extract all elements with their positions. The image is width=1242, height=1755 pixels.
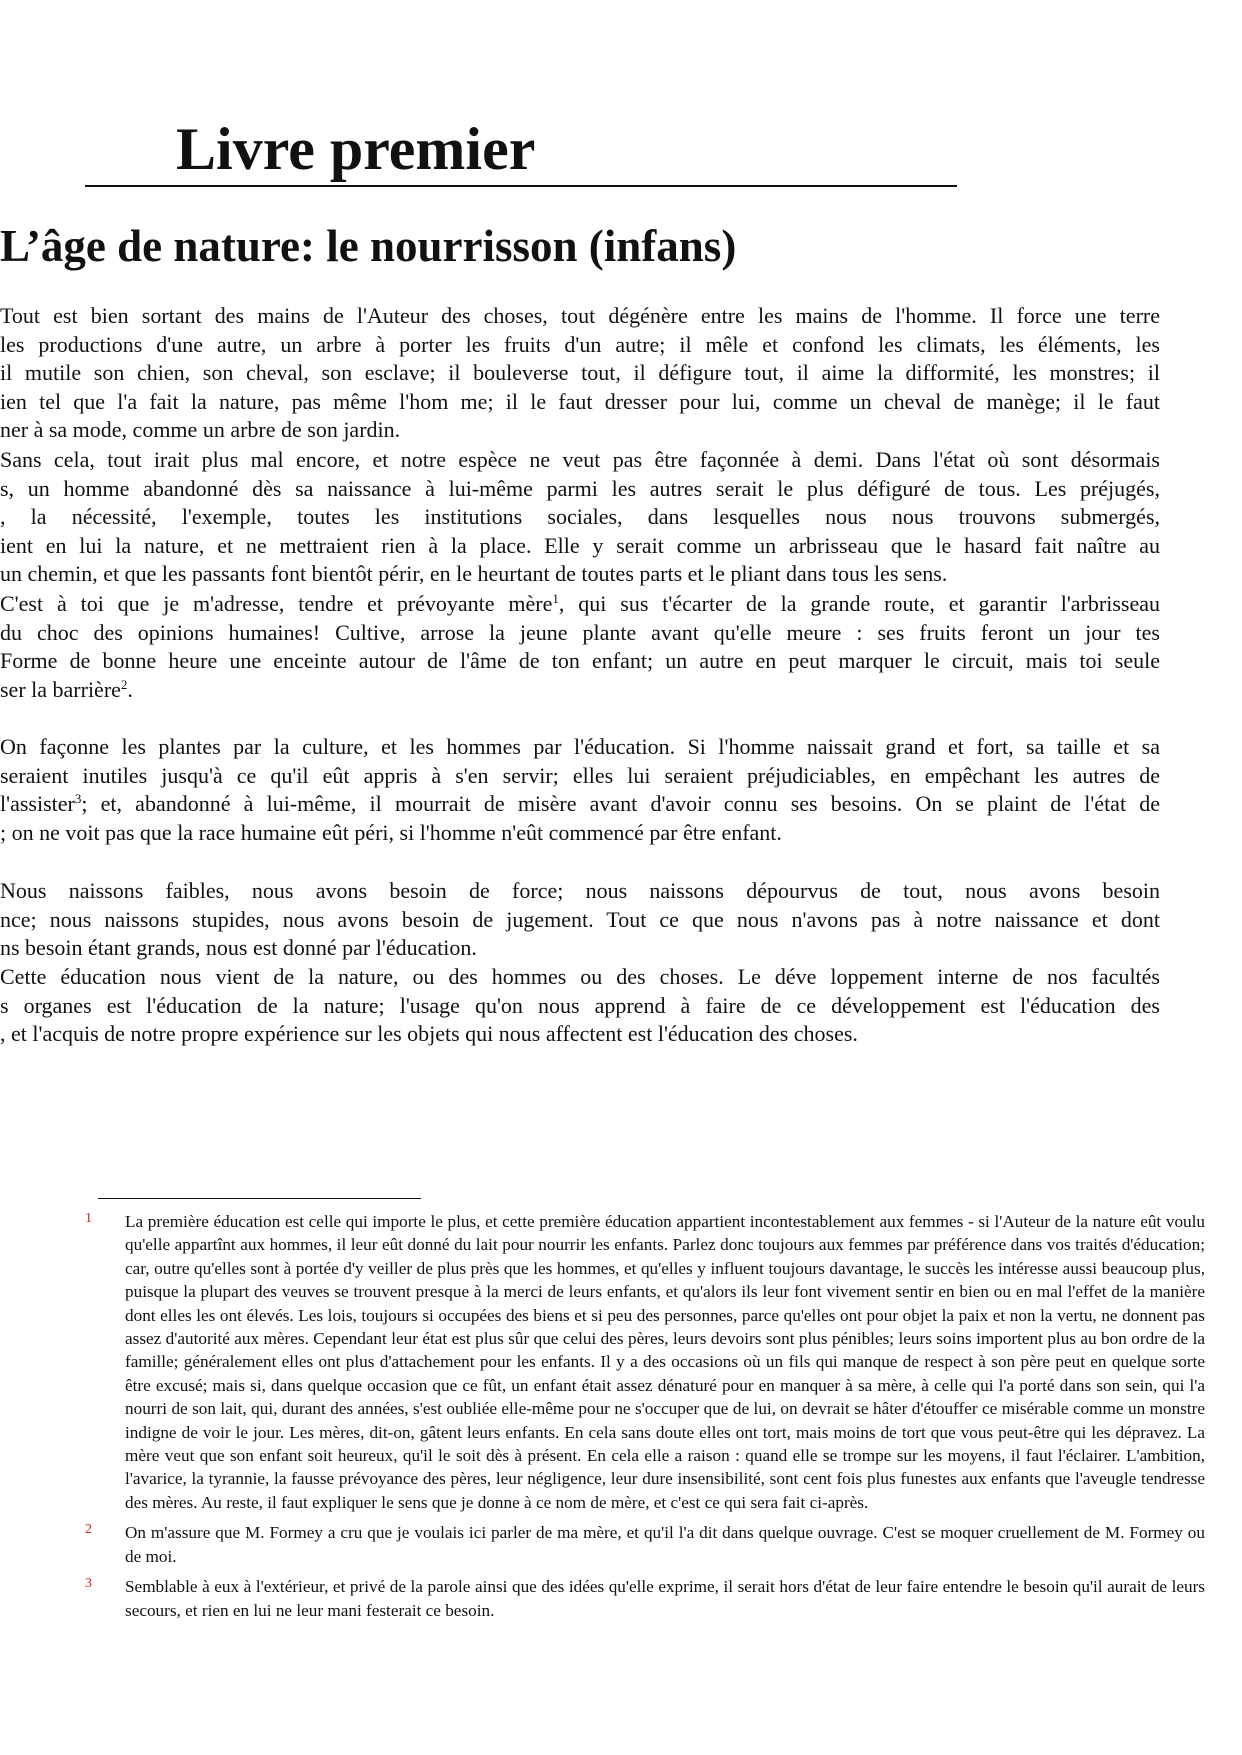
- footnote-number[interactable]: 3: [85, 1576, 92, 1592]
- text-span: ser la barrière: [0, 676, 121, 702]
- title-underline: [85, 185, 957, 187]
- footnotes: [85, 1210, 1205, 1629]
- footnote-2: [85, 1521, 1205, 1568]
- text-line: , et l'acquis de notre propre expérience sur les objets qui nous affectent est l'éducation des choses.: [0, 1021, 858, 1046]
- text-line: nce; nous naissons stupides, nous avons besoin de jugement. Tout ce que nous n'avons pas à notre naissance et dont: [0, 906, 1160, 932]
- text-line: ien tel que l'a fait la nature, pas même l'hom me; il le faut dresser pour lui, comme un cheval de manège; il le faut: [0, 388, 1160, 414]
- footnote-number[interactable]: 2: [85, 1522, 92, 1538]
- text-line: Nous naissons faibles, nous avons besoin de force; nous naissons dépourvus de tout, nous avons besoin: [0, 878, 1160, 903]
- text-line: il mutile son chien, son cheval, son esclave; il bouleverse tout, il défigure tout, il aime la difformité, les monstres; il: [0, 360, 1160, 385]
- text-span: l'assister: [0, 791, 75, 816]
- text-line: seraient inutiles jusqu'à ce qu'il eût appris à s'en servir; elles lui seraient préjudiciables, en empêchant les autres de: [0, 762, 1160, 788]
- footnote-number[interactable]: 1: [85, 1211, 92, 1226]
- footnote-ref-1[interactable]: 1: [552, 591, 559, 606]
- text-line: du choc des opinions humaines! Cultive, arrose la jeune plante avant qu'elle meure : ses fruits feront un jour tes: [0, 619, 1160, 645]
- text-line: s, un homme abandonné dès sa naissance à lui-même parmi les autres serait le plus défiguré de tous. Les préjugés,: [0, 475, 1160, 501]
- footnote-separator: [98, 1198, 421, 1199]
- text-line: un chemin, et que les passants font bientôt périr, en le heurtant de toutes parts et le pliant dans tous les sens.: [0, 561, 948, 586]
- text-line: ns besoin étant grands, nous est donné par l'éducation.: [0, 935, 477, 960]
- text-line: [0, 590, 1160, 619]
- text-line: ient en lui la nature, et ne mettraient rien à la place. Elle y serait comme un arbrisseau que le hasard fait naître au: [0, 532, 1160, 558]
- text-line: Forme de bonne heure une enceinte autour de l'âme de ton enfant; un autre en peut marquer le circuit, mais toi seule: [0, 648, 1160, 673]
- footnote-ref-2[interactable]: 2: [120, 676, 128, 692]
- text-line: [0, 676, 1160, 705]
- footnote-text: Semblable à eux à l'extérieur, et privé de la parole ainsi que des idées qu'elle exprime, il serait hors d'état de leur faire entendre le besoin qu'il aurait de leurs secours, et rien en lui ne leur mani festerait ce besoin.: [125, 1577, 1205, 1620]
- footnote-ref-3[interactable]: 3: [74, 791, 82, 806]
- text-line: Tout est bien sortant des mains de l'Auteur des choses, tout dégénère entre les mains de l'homme. Il force une terre: [0, 303, 1160, 328]
- text-span: C'est à toi que je m'adresse, tendre et prévoyante mère: [0, 591, 553, 616]
- text-line: Sans cela, tout irait plus mal encore, et notre espèce ne veut pas être façonnée à demi. Dans l'état où sont désormais: [0, 447, 1160, 472]
- text-line: On façonne les plantes par la culture, et les hommes par l'éducation. Si l'homme naissait grand et fort, sa taille et sa: [0, 734, 1160, 759]
- text-line: Cette éducation nous vient de la nature, ou des hommes ou des choses. Le déve loppement interne de nos facultés: [0, 964, 1160, 989]
- chapter-title: L’âge de nature: le nourrisson (infans): [0, 221, 737, 271]
- text-line: , la nécessité, l'exemple, toutes les institutions sociales, dans lesquelles nous nous trouvons submergés,: [0, 504, 1160, 529]
- text-span: .: [127, 676, 133, 702]
- text-line: ner à sa mode, comme un arbre de son jardin.: [0, 417, 401, 442]
- footnote-text: On m'assure que M. Formey a cru que je voulais ici parler de ma mère, et qu'il l'a dit dans quelque ouvrage. C'est se moquer cruellement de M. Formey ou de moi.: [125, 1523, 1205, 1566]
- text-line: les productions d'une autre, un arbre à porter les fruits d'un autre; il mêle et confond les climats, les éléments, les: [0, 331, 1160, 357]
- text-line: [0, 790, 1160, 819]
- text-line: s organes est l'éducation de la nature; l'usage qu'on nous apprend à faire de ce développement est l'éducation des: [0, 992, 1160, 1018]
- text-span: , qui sus t'écarter de la grande route, et garantir l'arbrisseau: [558, 591, 1160, 616]
- footnote-3: [85, 1575, 1205, 1622]
- paragraph-1: [0, 302, 1160, 447]
- book-title: Livre premier: [176, 116, 536, 182]
- text-line: ; on ne voit pas que la race humaine eût péri, si l'homme n'eût commencé par être enfant.: [0, 819, 782, 845]
- footnote-1: [85, 1210, 1205, 1514]
- footnote-text: La première éducation est celle qui importe le plus, et cette première éducation appartient incontestablement aux femmes - si l'Auteur de la nature eût voulu qu'elle appartînt aux hommes, il leur eût donné du lait pour nourrir les enfants. Parlez donc toujours aux femmes par préférence dans vos traités d'éducation; car, outre qu'elles sont à portée d'y veiller de plus près que les hommes, et qu'elles y influent toujours davantage, le succès les intéresse aussi beaucoup plus, puisque la plupart des veuves se trouvent presque à la merci de leurs enfants, et qu'alors ils leur font vivement sentir en bien ou en mal l'effet de la manière dont elles les ont élevés. Les lois, toujours si occupées des biens et si peu des personnes, parce qu'elles ont pour objet la paix et non la vertu, ne donnent pas assez d'autorité aux mères. Cependant leur état est plus sûr que celui des pères, leurs devoirs sont plus pénibles; leurs soins importent plus au bon ordre de la famille; généralement elles ont plus d'attachement pour les enfants. Il y a des occasions où un fils qui manque de respect à son père peut en quelque sorte être excusé; mais si, dans quelque occasion que ce fût, un enfant était assez dénaturé pour en manquer à sa mère, à celle qui l'a porté dans son sein, qui l'a nourri de son lait, qui, durant des années, s'est oubliée elle-même pour ne s'occuper que de lui, on devrait se hâter d'étouffer ce misérable comme un monstre indigne de voir le jour. Les mères, dit-on, gâtent leurs enfants. En cela sans doute elles ont tort, mais moins de tort que vous peut-être qui les dépravez. La mère veut que son enfant soit heureux, qu'il le soit dès à présent. En cela elle a raison : quand elle se trompe sur les moyens, il faut l'éclairer. L'ambition, l'avarice, la tyrannie, la fausse prévoyance des pères, leur négligence, leur dure insensibilité, sont cent fois plus funestes aux enfants que l'aveugle tendresse des mères. Au reste, il faut expliquer le sens que je donne à ce nom de mère, et c'est ce qui sera fait ci-après.: [125, 1212, 1205, 1512]
- body-text: [0, 302, 1160, 1046]
- text-span: ; et, abandonné à lui-même, il mourrait de misère avant d'avoir connu ses besoins. On se plaint de l'état de: [81, 791, 1160, 816]
